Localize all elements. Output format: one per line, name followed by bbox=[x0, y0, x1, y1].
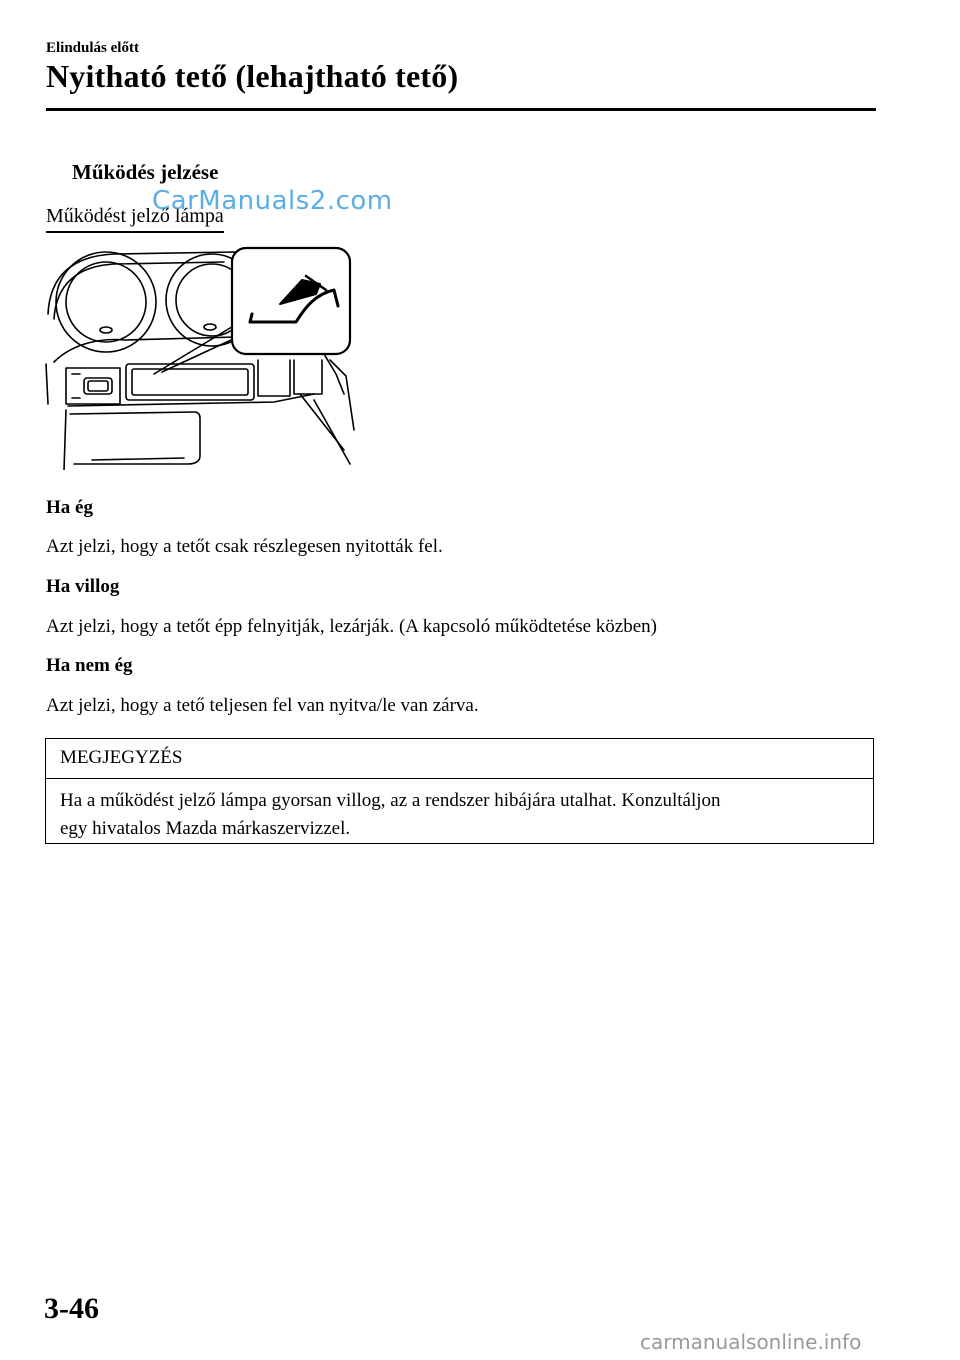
page-title: Nyitható tető (lehajtható tető) bbox=[46, 58, 459, 94]
dashboard-illustration bbox=[44, 244, 356, 475]
note-line: Ha a működést jelző lámpa gyorsan villog, az a rendszer hibájára utalhat. Konzultáljon bbox=[60, 790, 721, 811]
condition-text-flashing: Azt jelzi, hogy a tetőt épp felnyitják, lezárják. (A kapcsoló működtetése közben) bbox=[46, 616, 657, 637]
note-box bbox=[45, 738, 874, 844]
figure-caption: Működést jelző lámpa bbox=[46, 205, 224, 233]
watermark-bottom: carmanualsonline.info bbox=[640, 1330, 862, 1354]
watermark-top: CarManuals2.com bbox=[152, 186, 393, 216]
note-body bbox=[46, 779, 873, 843]
condition-text-on: Azt jelzi, hogy a tetőt csak részlegesen nyitották fel. bbox=[46, 536, 443, 557]
condition-label-flashing: Ha villog bbox=[46, 576, 120, 597]
condition-label-on: Ha ég bbox=[46, 497, 93, 518]
condition-text-off: Azt jelzi, hogy a tető teljesen fel van nyitva/le van zárva. bbox=[46, 695, 479, 716]
section-label: Elindulás előtt bbox=[46, 40, 139, 56]
note-line: egy hivatalos Mazda márkaszervizzel. bbox=[60, 818, 351, 839]
condition-label-off: Ha nem ég bbox=[46, 655, 133, 676]
sub-heading: Működés jelzése bbox=[72, 160, 219, 184]
title-divider bbox=[46, 108, 876, 111]
note-heading: MEGJEGYZÉS bbox=[46, 739, 873, 779]
page-number: 3-46 bbox=[44, 1292, 99, 1325]
